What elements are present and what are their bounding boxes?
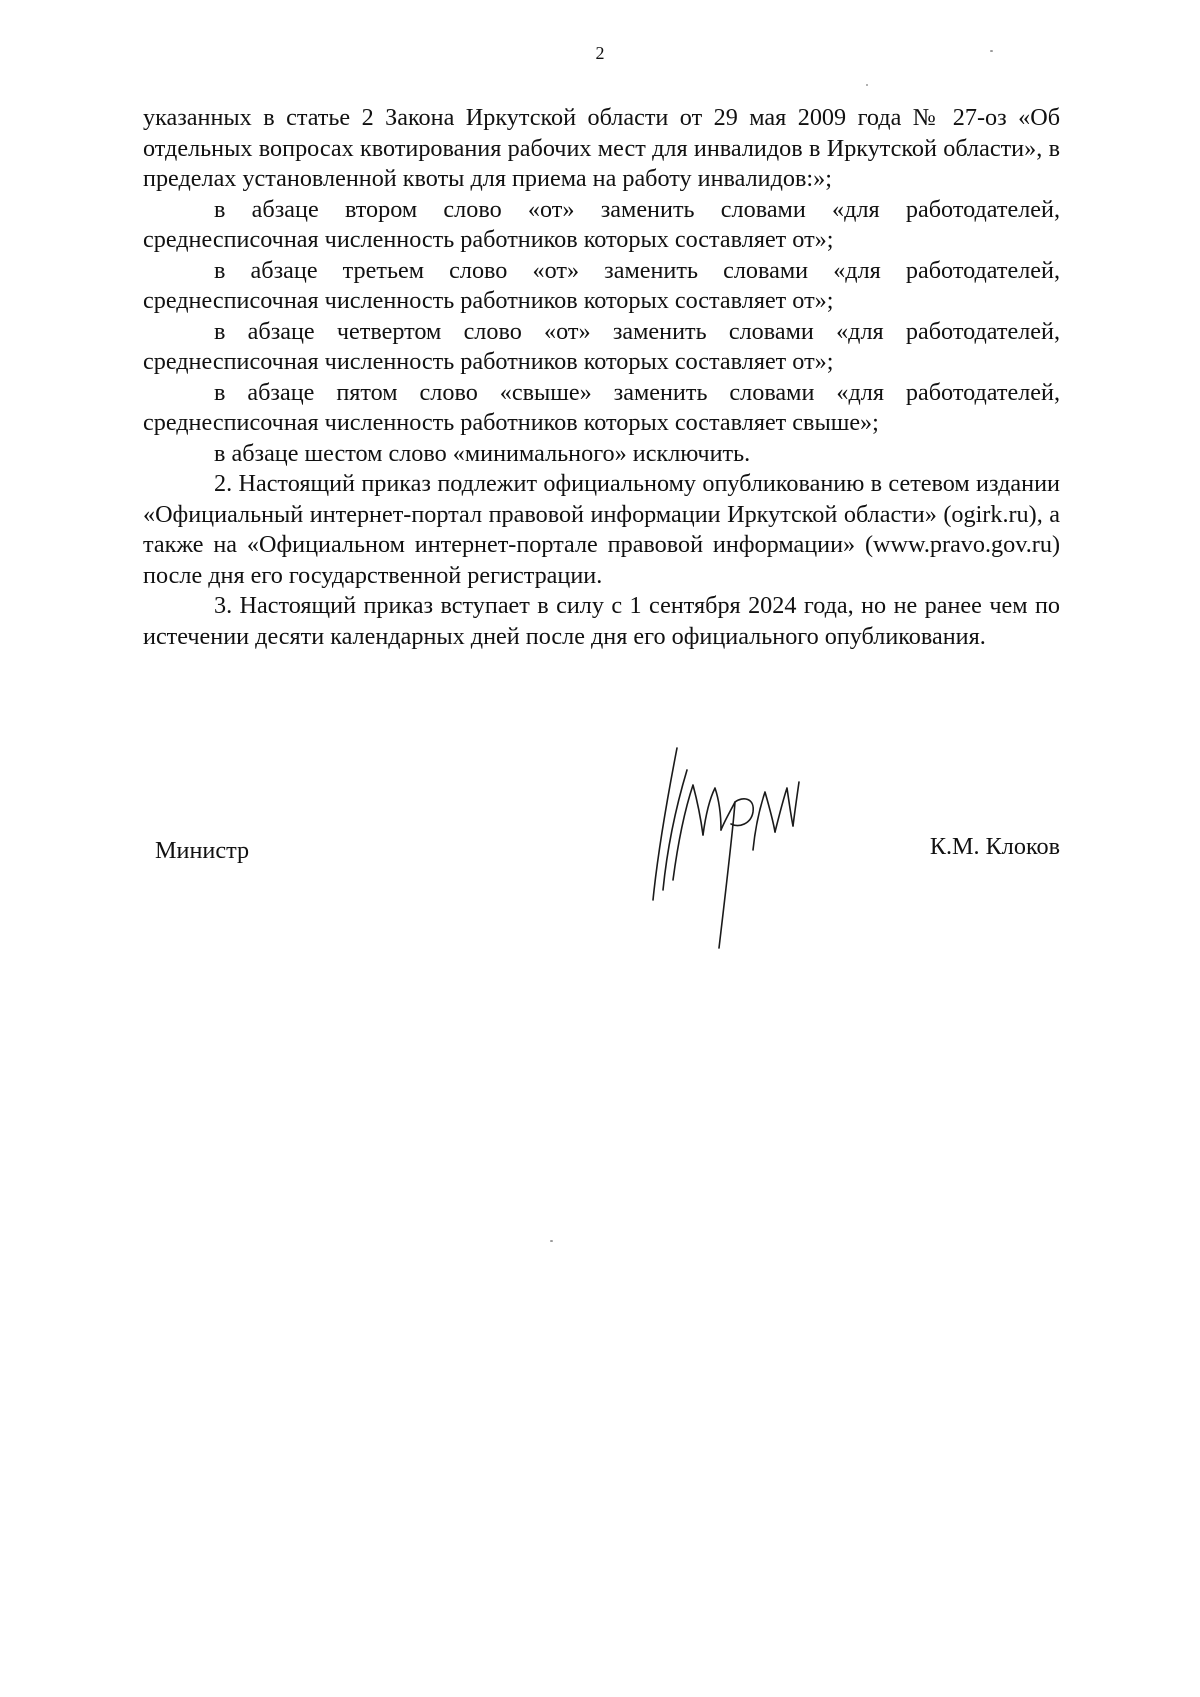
handwritten-signature: [635, 740, 855, 960]
document-body: [143, 103, 1060, 652]
signatory-title: Министр: [155, 837, 250, 864]
paragraph-amendment-third: в абзаце третьем слово «от» заменить словами «для работодателей, среднесписочная численность работников которых составляет от»;: [143, 256, 1060, 314]
scan-speck: [550, 1240, 553, 1242]
paragraph-amendment-sixth: в абзаце шестом слово «минимального» исключить.: [214, 439, 751, 467]
scan-speck: [866, 84, 868, 86]
paragraph-amendment-fifth: в абзаце пятом слово «свыше» заменить словами «для работодателей, среднесписочная численность работников которых составляет свыше»;: [143, 378, 1060, 436]
paragraph-amendment-second: в абзаце втором слово «от» заменить словами «для работодателей, среднесписочная численность работников которых составляет от»;: [143, 195, 1060, 253]
page-number: 2: [595, 43, 605, 63]
paragraph-amendment-fourth: в абзаце четвертом слово «от» заменить словами «для работодателей, среднесписочная численность работников которых составляет от»;: [143, 317, 1060, 375]
paragraph-effective-date: 3. Настоящий приказ вступает в силу с 1 сентября 2024 года, но не ранее чем по истечении десяти календарных дней после дня его официального опубликования.: [143, 592, 1060, 650]
paragraph-publication: 2. Настоящий приказ подлежит официальному опубликованию в сетевом издании «Официальный интернет-портал правовой информации Иркутской области» (ogirk.ru), а также на «Официальном интернет-портале правовой информации» (www.pravo.gov.ru) после дня его государственной регистрации.: [143, 470, 1060, 589]
signatory-name: К.М. Клоков: [929, 833, 1060, 860]
paragraph-continuation: указанных в статье 2 Закона Иркутской области от 29 мая 2009 года № 27-оз «Об отдельных вопросах квотирования рабочих мест для инвалидов в Иркутской области», в пределах установленной квоты для приема на работу инвалидов:»;: [143, 104, 1060, 192]
scan-speck: [990, 50, 993, 52]
